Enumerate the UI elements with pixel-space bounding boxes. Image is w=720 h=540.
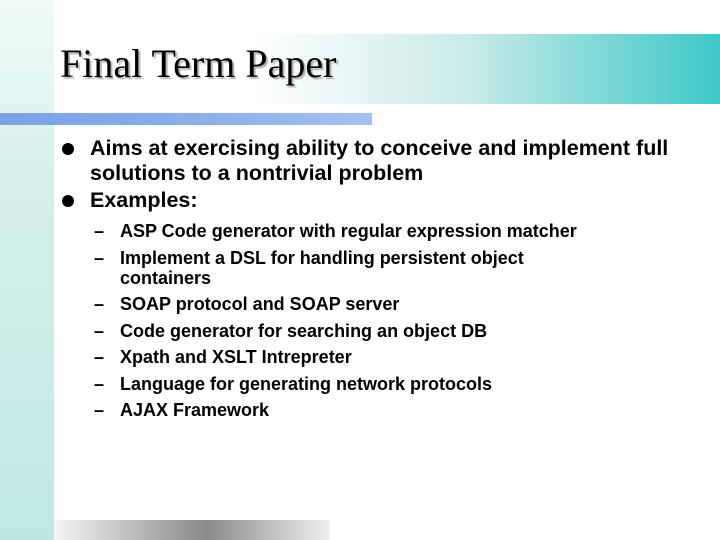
list-item: – SOAP protocol and SOAP server bbox=[94, 294, 400, 314]
list-item: – Implement a DSL for handling persistent object containers bbox=[94, 247, 524, 288]
dash-icon: – bbox=[94, 221, 105, 241]
bottom-decor-bar bbox=[54, 520, 330, 540]
dash-icon: – bbox=[94, 320, 105, 341]
dash-icon: – bbox=[94, 373, 105, 394]
dash-icon: – bbox=[94, 347, 105, 367]
bullet-item bbox=[62, 188, 712, 213]
bullet-item bbox=[62, 136, 712, 186]
list-item: – Xpath and XSLT Intrepreter bbox=[94, 347, 352, 367]
bullet-icon bbox=[62, 195, 74, 207]
dash-icon: – bbox=[94, 294, 105, 314]
bullet-text: Aims at exercising ability to conceive and implement full solutions to a nontrivial problem bbox=[90, 136, 669, 185]
left-decor-strip bbox=[0, 0, 54, 540]
title-underline-bar bbox=[0, 113, 372, 125]
list-item: – AJAX Framework bbox=[94, 400, 270, 420]
examples-list bbox=[62, 221, 712, 420]
slide-content bbox=[62, 136, 712, 427]
bullet-text: Examples: bbox=[90, 188, 198, 212]
list-item: – Language for generating network protocols bbox=[94, 373, 493, 394]
dash-icon: – bbox=[94, 400, 105, 420]
bullet-icon bbox=[62, 143, 74, 155]
slide-title: Final Term Paper bbox=[60, 41, 337, 86]
list-item: – Code generator for searching an object DB bbox=[94, 320, 488, 341]
dash-icon: – bbox=[94, 247, 105, 268]
list-item: – ASP Code generator with regular expression matcher bbox=[94, 221, 577, 241]
